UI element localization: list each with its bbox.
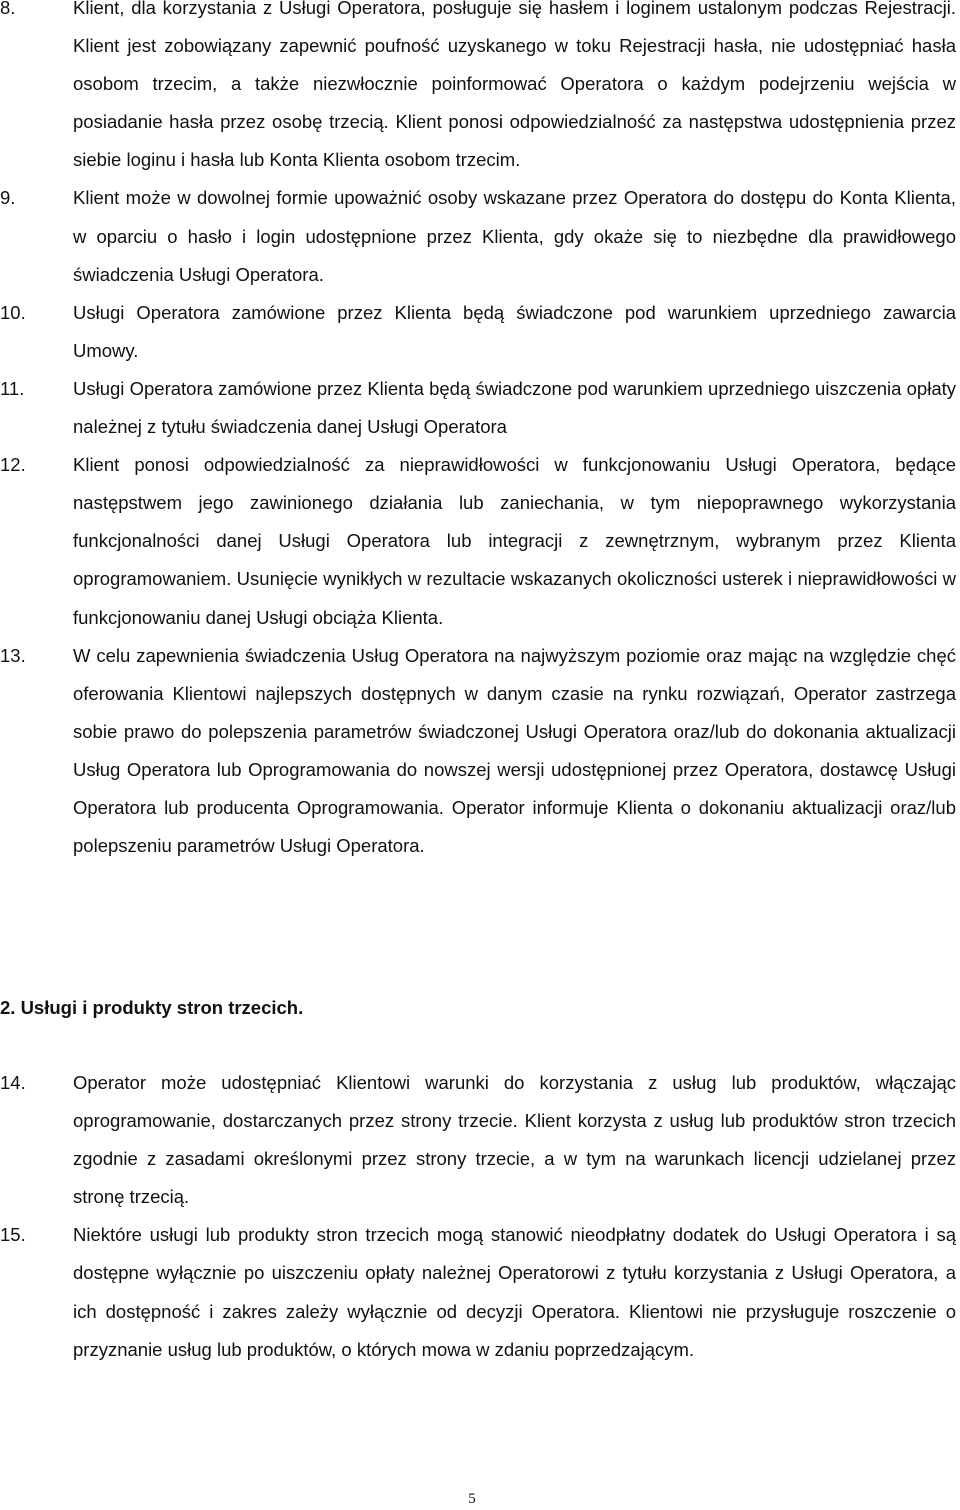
section-heading: 2. Usługi i produkty stron trzecich. [0, 997, 304, 1018]
list-item [0, 294, 960, 370]
item-number: 15. [0, 1224, 26, 1246]
item-text: Usługi Operatora zamówione przez Klienta będą świadczone pod warunkiem uprzedniego uiszczenia opłaty należnej z tytułu świadczenia danej Usługi Operatora [73, 377, 956, 438]
list-item [0, 1216, 960, 1368]
item-text: Klient może w dowolnej formie upoważnić osoby wskazane przez Operatora do dostępu do Konta Klienta, w oparciu o hasło i login udostępnione przez Klienta, gdy okaże się to niezbędne dla prawidłowego świadczenia Usługi Operatora. [73, 187, 956, 285]
item-text: Usługi Operatora zamówione przez Klienta będą świadczone pod warunkiem uprzedniego zawarcia Umowy. [73, 301, 956, 361]
item-text: Operator może udostępniać Klientowi warunki do korzystania z usług lub produktów, włączając oprogramowanie, dostarczanych przez strony trzecie. Klient korzysta z usług lub produktów stron trzecich zgodnie z zasadami określonymi przez strony trzecie, a w tym na warunkach licencji udzielanej przez stronę trzecią. [73, 1072, 956, 1208]
list-item [0, 0, 960, 179]
item-number: 10. [0, 301, 26, 323]
item-number: 14. [0, 1072, 26, 1093]
item-number: 8. [0, 0, 16, 18]
item-number: 13. [0, 644, 26, 666]
item-text: Klient ponosi odpowiedzialność za nieprawidłowości w funkcjonowaniu Usługi Operatora, będące następstwem jego zawinionego działania lub zaniechania, w tym niepoprawnego wykorzystania funkcjonalności danej Usługi Operatora lub integracji z zewnętrznym, wybranym przez Klienta oprogramowaniem. Usunięcie wynikłych w rezultacie wskazanych okoliczności usterek i nieprawidłowości w funkcjonowaniu danej Usługi obciąża Klienta. [73, 454, 956, 628]
item-text: Niektóre usługi lub produkty stron trzecich mogą stanowić nieodpłatny dodatek do Usługi Operatora i są dostępne wyłącznie po uiszczeniu opłaty należnej Operatorowi z tytułu korzystania z Usługi Operatora, a ich dostępność i zakres zależy wyłącznie od decyzji Operatora. Klientowi nie przysługuje roszczenie o przyznanie usług lub produktów, o których mowa w zdaniu poprzedzającym. [73, 1224, 956, 1360]
item-number: 9. [0, 187, 16, 209]
list-item [0, 637, 960, 866]
list-item [0, 446, 960, 636]
list-item [0, 179, 960, 293]
list-item [0, 370, 960, 446]
list-item [0, 1064, 960, 1216]
numbered-list-part-2 [0, 1064, 960, 1369]
item-text: Klient, dla korzystania z Usługi Operatora, posługuje się hasłem i loginem ustalonym podczas Rejestracji. Klient jest zobowiązany zapewnić poufność uzyskanego w toku Rejestracji hasła, nie udostępniać hasła osobom trzecim, a także niezwłocznie poinformować Operatora o każdym podejrzeniu wejścia w posiadanie hasła przez osobę trzecią. Klient ponosi odpowiedzialność za następstwa udostępnienia przez siebie loginu i hasła lub Konta Klienta osobom trzecim. [73, 0, 956, 171]
page-number: 5 [468, 1491, 476, 1507]
item-text: W celu zapewnienia świadczenia Usług Operatora na najwyższym poziomie oraz mając na względzie chęć oferowania Klientowi najlepszych dostępnych w danym czasie na rynku rozwiązań, Operator zastrzega sobie prawo do polepszenia parametrów świadczonej Usługi Operatora oraz/lub do dokonania aktualizacji Usług Operatora lub Oprogramowania do nowszej wersji udostępnionej przez Operatora, dostawcę Usługi Operatora lub producenta Oprogramowania. Operator informuje Klienta o dokonaniu aktualizacji oraz/lub polepszeniu parametrów Usługi Operatora. [73, 644, 956, 857]
item-number: 11. [0, 377, 25, 399]
item-number: 12. [0, 454, 26, 476]
